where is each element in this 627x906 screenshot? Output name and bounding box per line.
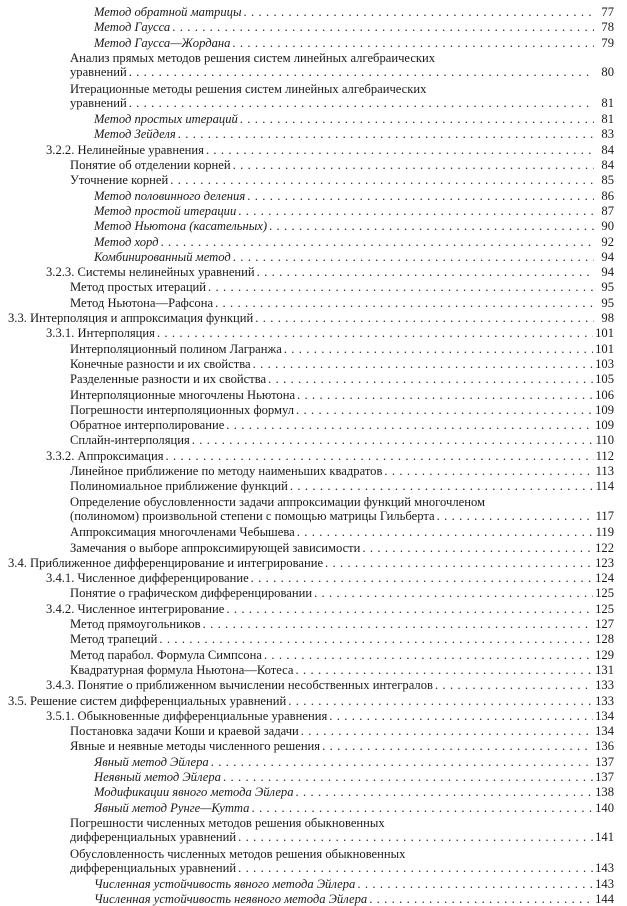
dot-leader bbox=[288, 694, 593, 708]
toc-entry bbox=[94, 801, 614, 815]
dot-leader bbox=[211, 755, 593, 769]
toc-entry-page-number: 141 bbox=[595, 829, 614, 844]
toc-entry-page-number: 113 bbox=[595, 464, 614, 478]
toc-entry-title: 3.4.2. Численное интегрирование bbox=[46, 601, 225, 616]
toc-entry-title: Замечания о выборе аппроксимирующей зависимости bbox=[70, 540, 361, 555]
toc-entry bbox=[8, 311, 614, 325]
toc-entry bbox=[46, 326, 614, 340]
toc-entry-title: Линейное приближение по методу наименьших квадратов bbox=[70, 464, 383, 478]
dot-leader bbox=[159, 632, 593, 646]
toc-entry bbox=[70, 586, 614, 600]
toc-entry bbox=[70, 479, 614, 493]
toc-entry-title: Погрешности интерполяционных формул bbox=[70, 402, 295, 417]
toc-entry-page-number: 129 bbox=[595, 647, 614, 662]
dot-leader bbox=[238, 861, 593, 875]
dot-leader bbox=[296, 785, 594, 799]
dot-leader bbox=[329, 709, 593, 723]
toc-entry-title: Понятие о графическом дифференцировании bbox=[70, 586, 313, 601]
toc-entry-title: 3.3.1. Интерполяция bbox=[46, 326, 155, 341]
toc-entry-page-number: 81 bbox=[601, 112, 614, 127]
dot-leader bbox=[362, 541, 593, 555]
toc-entry bbox=[94, 112, 614, 126]
toc-entry bbox=[46, 143, 614, 157]
toc-entry bbox=[94, 785, 614, 799]
toc-entry bbox=[70, 403, 614, 417]
toc-entry-title: Метод Зейделя bbox=[94, 127, 176, 142]
toc-entry bbox=[94, 250, 614, 264]
toc-entry-page-number: 140 bbox=[595, 800, 614, 815]
dot-leader bbox=[251, 801, 593, 815]
dot-leader bbox=[178, 127, 594, 141]
toc-entry bbox=[70, 357, 614, 371]
toc-entry bbox=[70, 739, 614, 753]
toc-entry-page-number: 138 bbox=[595, 785, 614, 800]
toc-entry bbox=[70, 724, 614, 738]
toc-entry-title: Явный метод Рунге—Кутта bbox=[94, 800, 250, 815]
toc-entry-title: Обратное интерполирование bbox=[70, 418, 225, 433]
dot-leader bbox=[243, 5, 594, 19]
dot-leader bbox=[268, 372, 593, 386]
dot-leader bbox=[247, 189, 594, 203]
toc-entry-title: 3.4.1. Численное дифференцирование bbox=[46, 571, 249, 586]
toc-entry bbox=[46, 678, 614, 692]
dot-leader bbox=[290, 479, 594, 493]
toc-entry-title: 3.3.2. Аппроксимация bbox=[46, 448, 164, 463]
toc-entry-page-number: 84 bbox=[601, 142, 614, 157]
toc-entry-page-number: 78 bbox=[601, 20, 614, 35]
toc-entry-page-number: 137 bbox=[595, 754, 614, 769]
toc-entry-page-number: 114 bbox=[595, 479, 614, 494]
dot-leader bbox=[240, 112, 594, 126]
toc-entry-page-number: 117 bbox=[595, 508, 614, 523]
toc-entry-page-number: 101 bbox=[595, 341, 614, 356]
toc-entry-title: Метод прямоугольников bbox=[70, 617, 201, 631]
toc-entry-page-number: 83 bbox=[601, 127, 614, 142]
toc-entry-page-number: 109 bbox=[595, 418, 614, 433]
toc-entry bbox=[94, 20, 614, 34]
toc-entry-page-number: 112 bbox=[595, 448, 614, 463]
toc-entry bbox=[94, 892, 614, 906]
toc-entry-page-number: 85 bbox=[601, 173, 614, 188]
toc-entry-title: уравнений bbox=[70, 64, 127, 79]
toc-entry-page-number: 133 bbox=[595, 678, 614, 693]
dot-leader bbox=[322, 739, 593, 753]
toc-entry-title: Сплайн-интерполяция bbox=[70, 433, 190, 448]
dot-leader bbox=[208, 280, 594, 294]
toc-entry bbox=[46, 449, 614, 463]
toc-entry-title: Полиномиальное приближение функций bbox=[70, 479, 288, 494]
toc-entry bbox=[70, 372, 614, 386]
toc-entry bbox=[70, 816, 614, 844]
toc-entry-title: Численная устойчивость неявного метода Эйлера bbox=[94, 892, 368, 906]
toc-entry-title: 3.3. Интерполяция и аппроксимация функций bbox=[8, 311, 254, 325]
toc-entry-title: 3.5. Решение систем дифференциальных уравнений bbox=[8, 693, 287, 708]
toc-entry-page-number: 119 bbox=[595, 525, 614, 540]
toc-entry-title: 3.5.1. Обыкновенные дифференциальные уравнения bbox=[46, 708, 328, 723]
toc-entry bbox=[46, 602, 614, 616]
toc-entry-page-number: 87 bbox=[601, 203, 614, 218]
dot-leader bbox=[369, 892, 593, 906]
dot-leader bbox=[314, 586, 593, 600]
toc-entry-title: Аппроксимация многочленами Чебышева bbox=[70, 525, 295, 540]
toc-entry bbox=[94, 5, 614, 19]
toc-entry bbox=[46, 709, 614, 723]
toc-entry-page-number: 137 bbox=[595, 770, 614, 784]
dot-leader bbox=[435, 678, 593, 692]
dot-leader bbox=[223, 770, 593, 784]
toc-entry bbox=[70, 342, 614, 356]
toc-entry-page-number: 128 bbox=[595, 632, 614, 647]
toc-entry bbox=[70, 464, 614, 478]
dot-leader bbox=[384, 464, 593, 478]
dot-leader bbox=[129, 96, 594, 110]
toc-entry-title: Неявный метод Эйлера bbox=[94, 770, 221, 784]
toc-entry-title: Комбинированный метод bbox=[94, 249, 231, 264]
toc-entry-page-number: 90 bbox=[601, 219, 614, 234]
toc-entry-title-first-line: Определение обусловленности задачи аппроксимации функций многочленом bbox=[70, 494, 485, 509]
toc-entry-title: Метод Гаусса bbox=[94, 20, 171, 35]
toc-entry-page-number: 125 bbox=[595, 601, 614, 616]
toc-entry bbox=[70, 82, 614, 110]
toc-entry bbox=[94, 219, 614, 233]
toc-entry-page-number: 84 bbox=[601, 158, 614, 172]
dot-leader bbox=[226, 418, 593, 432]
dot-leader bbox=[233, 158, 594, 172]
dot-leader bbox=[129, 65, 594, 79]
toc-entry bbox=[94, 877, 614, 891]
toc-entry-page-number: 109 bbox=[595, 402, 614, 417]
toc-entry-title: Метод половинного деления bbox=[94, 188, 246, 203]
toc-entry-title: Уточнение корней bbox=[70, 173, 169, 188]
dot-leader bbox=[257, 265, 594, 279]
toc-entry bbox=[94, 770, 614, 784]
dot-leader bbox=[301, 724, 593, 738]
toc-entry bbox=[94, 235, 614, 249]
toc-entry bbox=[70, 617, 614, 631]
toc-entry-page-number: 122 bbox=[595, 540, 614, 555]
toc-entry bbox=[8, 556, 614, 570]
toc-entry bbox=[94, 189, 614, 203]
toc-entry-title: Конечные разности и их свойства bbox=[70, 356, 251, 371]
toc-entry-page-number: 101 bbox=[595, 326, 614, 341]
toc-entry-title: Явные и неявные методы численного решения bbox=[70, 739, 321, 754]
toc-entry-title: Метод хорд bbox=[94, 234, 159, 249]
toc-entry-title-first-line: Итерационные методы решения систем линейных алгебраических bbox=[70, 81, 427, 96]
toc-entry-title: Модификации явного метода Эйлера bbox=[94, 785, 294, 800]
dot-leader bbox=[226, 602, 593, 616]
toc-entry bbox=[70, 632, 614, 646]
toc-entry bbox=[70, 648, 614, 662]
dot-leader bbox=[238, 830, 593, 844]
toc-entry bbox=[70, 847, 614, 875]
toc-entry-page-number: 92 bbox=[601, 234, 614, 249]
toc-entry-page-number: 81 bbox=[601, 95, 614, 110]
toc-entry-title: Метод простой итерации bbox=[94, 203, 237, 218]
toc-entry bbox=[70, 51, 614, 79]
toc-entry-page-number: 95 bbox=[601, 280, 614, 295]
dot-leader bbox=[264, 648, 593, 662]
toc-entry-title: Метод Ньютона—Рафсона bbox=[70, 295, 214, 310]
toc-entry-page-number: 94 bbox=[601, 249, 614, 264]
toc-entry-page-number: 136 bbox=[595, 739, 614, 754]
dot-leader bbox=[206, 143, 594, 157]
toc-entry-title-first-line: Погрешности численных методов решения обыкновенных bbox=[70, 815, 385, 830]
toc-entry-page-number: 98 bbox=[601, 311, 614, 325]
dot-leader bbox=[215, 296, 594, 310]
toc-entry-title-first-line: Анализ прямых методов решения систем линейных алгебраических bbox=[70, 50, 436, 65]
toc-entry-page-number: 131 bbox=[595, 662, 614, 677]
toc-entry-page-number: 103 bbox=[595, 356, 614, 371]
toc-entry-page-number: 134 bbox=[595, 724, 614, 739]
dot-leader bbox=[269, 219, 594, 233]
toc-entry-page-number: 143 bbox=[595, 860, 614, 875]
toc-entry bbox=[70, 158, 614, 172]
toc-entry-title: Метод обратной матрицы bbox=[94, 5, 242, 19]
toc-entry bbox=[70, 388, 614, 402]
toc-entry-title: Разделенные разности и их свойства bbox=[70, 372, 267, 387]
toc-entry-title: Метод Ньютона (касательных) bbox=[94, 219, 268, 234]
toc-entry-title: уравнений bbox=[70, 95, 127, 110]
toc-entry bbox=[70, 495, 614, 523]
toc-entry-title-first-line: Обусловленность численных методов решения обыкновенных bbox=[70, 846, 406, 861]
toc-entry bbox=[70, 525, 614, 539]
toc-entry-title: (полиномом) произвольной степени с помощью матрицы Гильберта bbox=[70, 508, 435, 523]
dot-leader bbox=[172, 20, 594, 34]
toc-entry-page-number: 134 bbox=[595, 708, 614, 723]
toc-entry bbox=[46, 571, 614, 585]
toc-entry-page-number: 123 bbox=[595, 555, 614, 570]
toc-entry bbox=[46, 265, 614, 279]
dot-leader bbox=[357, 877, 593, 891]
toc-entry-title: дифференциальных уравнений bbox=[70, 829, 237, 844]
dot-leader bbox=[251, 571, 593, 585]
toc-entry-title: 3.4. Приближенное дифференцирование и интегрирование bbox=[8, 555, 324, 570]
toc-entry-title: Квадратурная формула Ньютона—Котеса bbox=[70, 662, 294, 677]
toc-entry-title: Метод простых итераций bbox=[94, 112, 238, 127]
toc-entry bbox=[70, 663, 614, 677]
toc-entry bbox=[94, 36, 614, 50]
dot-leader bbox=[233, 250, 594, 264]
toc-entry-title: Интерполяционный полином Лагранжа bbox=[70, 341, 282, 356]
dot-leader bbox=[192, 433, 594, 447]
toc-entry bbox=[70, 296, 614, 310]
toc-entry-page-number: 80 bbox=[601, 64, 614, 79]
toc-entry-title: дифференциальных уравнений bbox=[70, 860, 237, 875]
dot-leader bbox=[166, 449, 594, 463]
toc-entry-title: Постановка задачи Коши и краевой задачи bbox=[70, 724, 299, 739]
toc-entry-title: Метод парабол. Формула Симпсона bbox=[70, 647, 262, 662]
toc-entry-title: 3.4.3. Понятие о приближенном вычислении несобственных интегралов bbox=[46, 678, 433, 693]
toc-entry-title: Численная устойчивость явного метода Эйлера bbox=[94, 877, 356, 892]
toc-entry-page-number: 127 bbox=[595, 617, 614, 631]
dot-leader bbox=[157, 326, 593, 340]
toc-entry-title: Явный метод Эйлера bbox=[94, 754, 209, 769]
toc-entry-title: 3.2.3. Системы нелинейных уравнений bbox=[46, 265, 255, 280]
toc-entry bbox=[70, 418, 614, 432]
toc-entry-page-number: 106 bbox=[595, 387, 614, 402]
toc-entry-page-number: 144 bbox=[595, 892, 614, 906]
toc-entry-page-number: 125 bbox=[595, 586, 614, 601]
dot-leader bbox=[203, 617, 594, 631]
dot-leader bbox=[325, 556, 593, 570]
toc-entry bbox=[8, 694, 614, 708]
toc-entry bbox=[70, 280, 614, 294]
toc-entry bbox=[94, 127, 614, 141]
dot-leader bbox=[437, 509, 594, 523]
dot-leader bbox=[238, 204, 594, 218]
dot-leader bbox=[284, 342, 593, 356]
toc-entry-title: Метод Гаусса—Жордана bbox=[94, 35, 231, 50]
toc-entry bbox=[70, 541, 614, 555]
toc-entry bbox=[94, 204, 614, 218]
toc-entry-title: Интерполяционные многочлены Ньютона bbox=[70, 387, 296, 402]
toc-entry-page-number: 86 bbox=[601, 188, 614, 203]
dot-leader bbox=[297, 388, 593, 402]
dot-leader bbox=[297, 525, 594, 539]
dot-leader bbox=[255, 311, 594, 325]
dot-leader bbox=[296, 663, 594, 677]
toc-entry-title: Метод простых итераций bbox=[70, 280, 207, 295]
toc-entry-page-number: 110 bbox=[595, 433, 614, 448]
dot-leader bbox=[161, 235, 594, 249]
toc-entry-title: Метод трапеций bbox=[70, 632, 158, 647]
toc-entry-title: 3.2.2. Нелинейные уравнения bbox=[46, 142, 204, 157]
toc-entry-page-number: 77 bbox=[601, 5, 614, 19]
toc-entry-title: Понятие об отделении корней bbox=[70, 158, 231, 172]
toc-entry-page-number: 124 bbox=[595, 571, 614, 586]
toc-entry bbox=[94, 755, 614, 769]
toc-entry-page-number: 79 bbox=[601, 35, 614, 50]
toc-entry-page-number: 105 bbox=[595, 372, 614, 387]
toc-entry-page-number: 133 bbox=[595, 693, 614, 708]
dot-leader bbox=[296, 403, 593, 417]
dot-leader bbox=[253, 357, 594, 371]
dot-leader bbox=[170, 173, 594, 187]
dot-leader bbox=[232, 36, 594, 50]
toc-entry bbox=[70, 433, 614, 447]
toc-entry-page-number: 94 bbox=[601, 265, 614, 280]
toc-entry-page-number: 95 bbox=[601, 295, 614, 310]
toc-entry bbox=[70, 173, 614, 187]
toc-entry-page-number: 143 bbox=[595, 877, 614, 892]
